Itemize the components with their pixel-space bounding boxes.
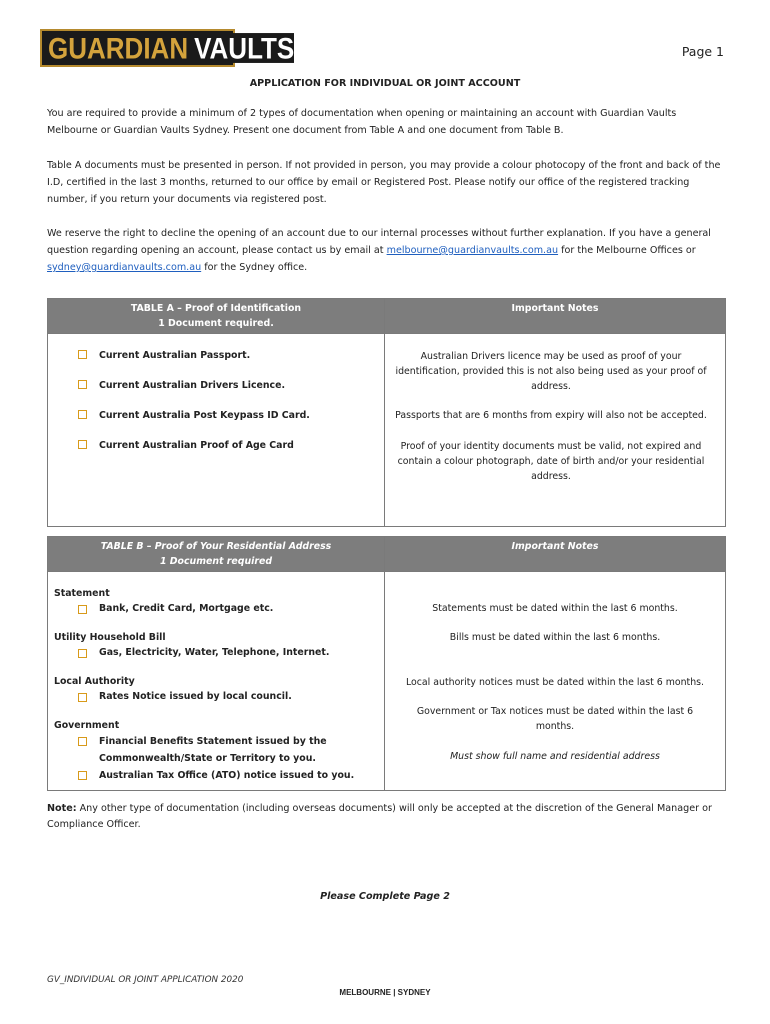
table-b-note: Local authority notices must be dated within the last 6 months.	[405, 677, 705, 688]
checkbox-icon[interactable]	[78, 737, 87, 746]
table-b-note: Government or Tax notices must be dated within the last 6 months.	[416, 706, 694, 732]
table-b-item-label: Financial Benefits Statement issued by the Commonwealth/State or Territory to you.	[99, 736, 327, 764]
logo-text-guardian: GUARDIAN	[48, 30, 189, 66]
table-b-group-title: Local Authority	[54, 676, 135, 687]
intro-paragraph-1: You are required to provide a minimum of 2 types of documentation when opening or maintaining an account with Guardian Vaults Melbourne or Guardian Vaults Sydney. Present one document from Table A and one document from Table B.	[47, 108, 677, 136]
table-a-subtitle: 1 Document required.	[158, 318, 274, 329]
table-a-items-cell	[48, 334, 385, 527]
footer-locations: MELBOURNE | SYDNEY	[339, 988, 431, 997]
table-a-item[interactable]	[78, 410, 384, 421]
table-a-item[interactable]	[78, 380, 384, 391]
table-a-note: Passports that are 6 months from expiry will also not be accepted.	[395, 410, 707, 421]
table-b-item-label: Gas, Electricity, Water, Telephone, Internet.	[99, 647, 330, 658]
intro-p3-text-a: We reserve the right to decline the opening of an account due to our internal processes without further explanation. If you have a general question regarding opening an account, please contact us by email at	[47, 228, 711, 256]
footer-document-id: GV_INDIVIDUAL OR JOINT APPLICATION 2020	[47, 975, 244, 985]
table-b-notes-cell	[385, 572, 726, 791]
table-a-header-right: Important Notes	[385, 299, 726, 334]
email-link-melbourne[interactable]: melbourne@guardianvaults.com.au	[386, 245, 559, 256]
table-b-items-cell	[48, 572, 385, 791]
table-a-header-left	[48, 299, 385, 334]
footnote	[47, 801, 727, 833]
checkbox-icon[interactable]	[78, 649, 87, 658]
checkbox-icon[interactable]	[78, 440, 87, 449]
table-b-note: Bills must be dated within the last 6 months.	[449, 632, 661, 643]
table-b-item-label: Rates Notice issued by local council.	[99, 691, 292, 702]
checkbox-icon[interactable]	[78, 410, 87, 419]
intro-paragraph-3	[47, 225, 727, 276]
page-title: APPLICATION FOR INDIVIDUAL OR JOINT ACCOUNT	[249, 78, 521, 89]
intro-p3-text-b: for the Melbourne Offices or	[558, 245, 696, 256]
table-a-item-label: Current Australian Passport.	[99, 350, 251, 361]
table-b-group-title: Utility Household Bill	[54, 632, 166, 643]
table-b-group-title: Government	[54, 720, 120, 731]
checkbox-icon[interactable]	[78, 771, 87, 780]
table-b-item[interactable]	[54, 767, 384, 784]
table-b-item[interactable]	[54, 601, 384, 616]
table-a-item[interactable]	[78, 350, 384, 361]
checkbox-icon[interactable]	[78, 693, 87, 702]
guardian-vaults-logo	[40, 29, 295, 67]
table-b-header-right: Important Notes	[385, 537, 726, 572]
table-b-item[interactable]	[54, 689, 384, 704]
table-a-item[interactable]	[78, 440, 384, 451]
checkbox-icon[interactable]	[78, 350, 87, 359]
page-number: Page 1	[681, 44, 724, 59]
table-b-group-title: Statement	[54, 588, 110, 599]
checkbox-icon[interactable]	[78, 605, 87, 614]
table-a-note: Proof of your identity documents must be valid, not expired and contain a colour photograph, date of birth and/or your residential address.	[397, 441, 705, 482]
logo-text-vaults: VAULTS	[194, 30, 295, 66]
table-b-item-label: Bank, Credit Card, Mortgage etc.	[99, 603, 274, 614]
table-a-item-label: Current Australian Proof of Age Card	[99, 440, 294, 451]
checkbox-icon[interactable]	[78, 380, 87, 389]
table-b-header-left	[48, 537, 385, 572]
footnote-text: Any other type of documentation (including overseas documents) will only be accepted at the discretion of the General Manager or Compliance Officer.	[47, 803, 712, 830]
table-a-note: Australian Drivers licence may be used as proof of your identification, provided this is not also being used as your proof of address.	[395, 351, 707, 392]
table-a	[47, 298, 726, 527]
intro-paragraph-2: Table A documents must be presented in person. If not provided in person, you may provide a colour photocopy of the front and back of the I.D, certified in the last 3 months, returned to our office by email or Registered Post. Please notify our office of the registered tracking number, if you return your documents via registered post.	[47, 160, 721, 205]
table-a-item-label: Current Australian Drivers Licence.	[99, 380, 286, 391]
table-b-note: Statements must be dated within the last 6 months.	[432, 603, 678, 614]
table-b	[47, 536, 726, 791]
table-b-item-label: Australian Tax Office (ATO) notice issued to you.	[99, 770, 355, 781]
table-a-notes-cell	[385, 334, 726, 527]
table-a-item-label: Current Australia Post Keypass ID Card.	[99, 410, 310, 421]
please-complete-text: Please Complete Page 2	[320, 891, 450, 902]
table-b-final-note: Must show full name and residential address	[450, 751, 660, 762]
intro-p3-text-c: for the Sydney office.	[201, 262, 308, 273]
table-b-title: TABLE B – Proof of Your Residential Address	[100, 541, 332, 552]
table-b-subtitle: 1 Document required	[159, 556, 273, 567]
footnote-label: Note:	[47, 803, 77, 814]
table-b-item[interactable]	[54, 733, 333, 767]
table-b-item[interactable]	[54, 645, 384, 660]
table-a-title: TABLE A – Proof of Identification	[130, 303, 302, 314]
email-link-sydney[interactable]: sydney@guardianvaults.com.au	[47, 262, 202, 273]
